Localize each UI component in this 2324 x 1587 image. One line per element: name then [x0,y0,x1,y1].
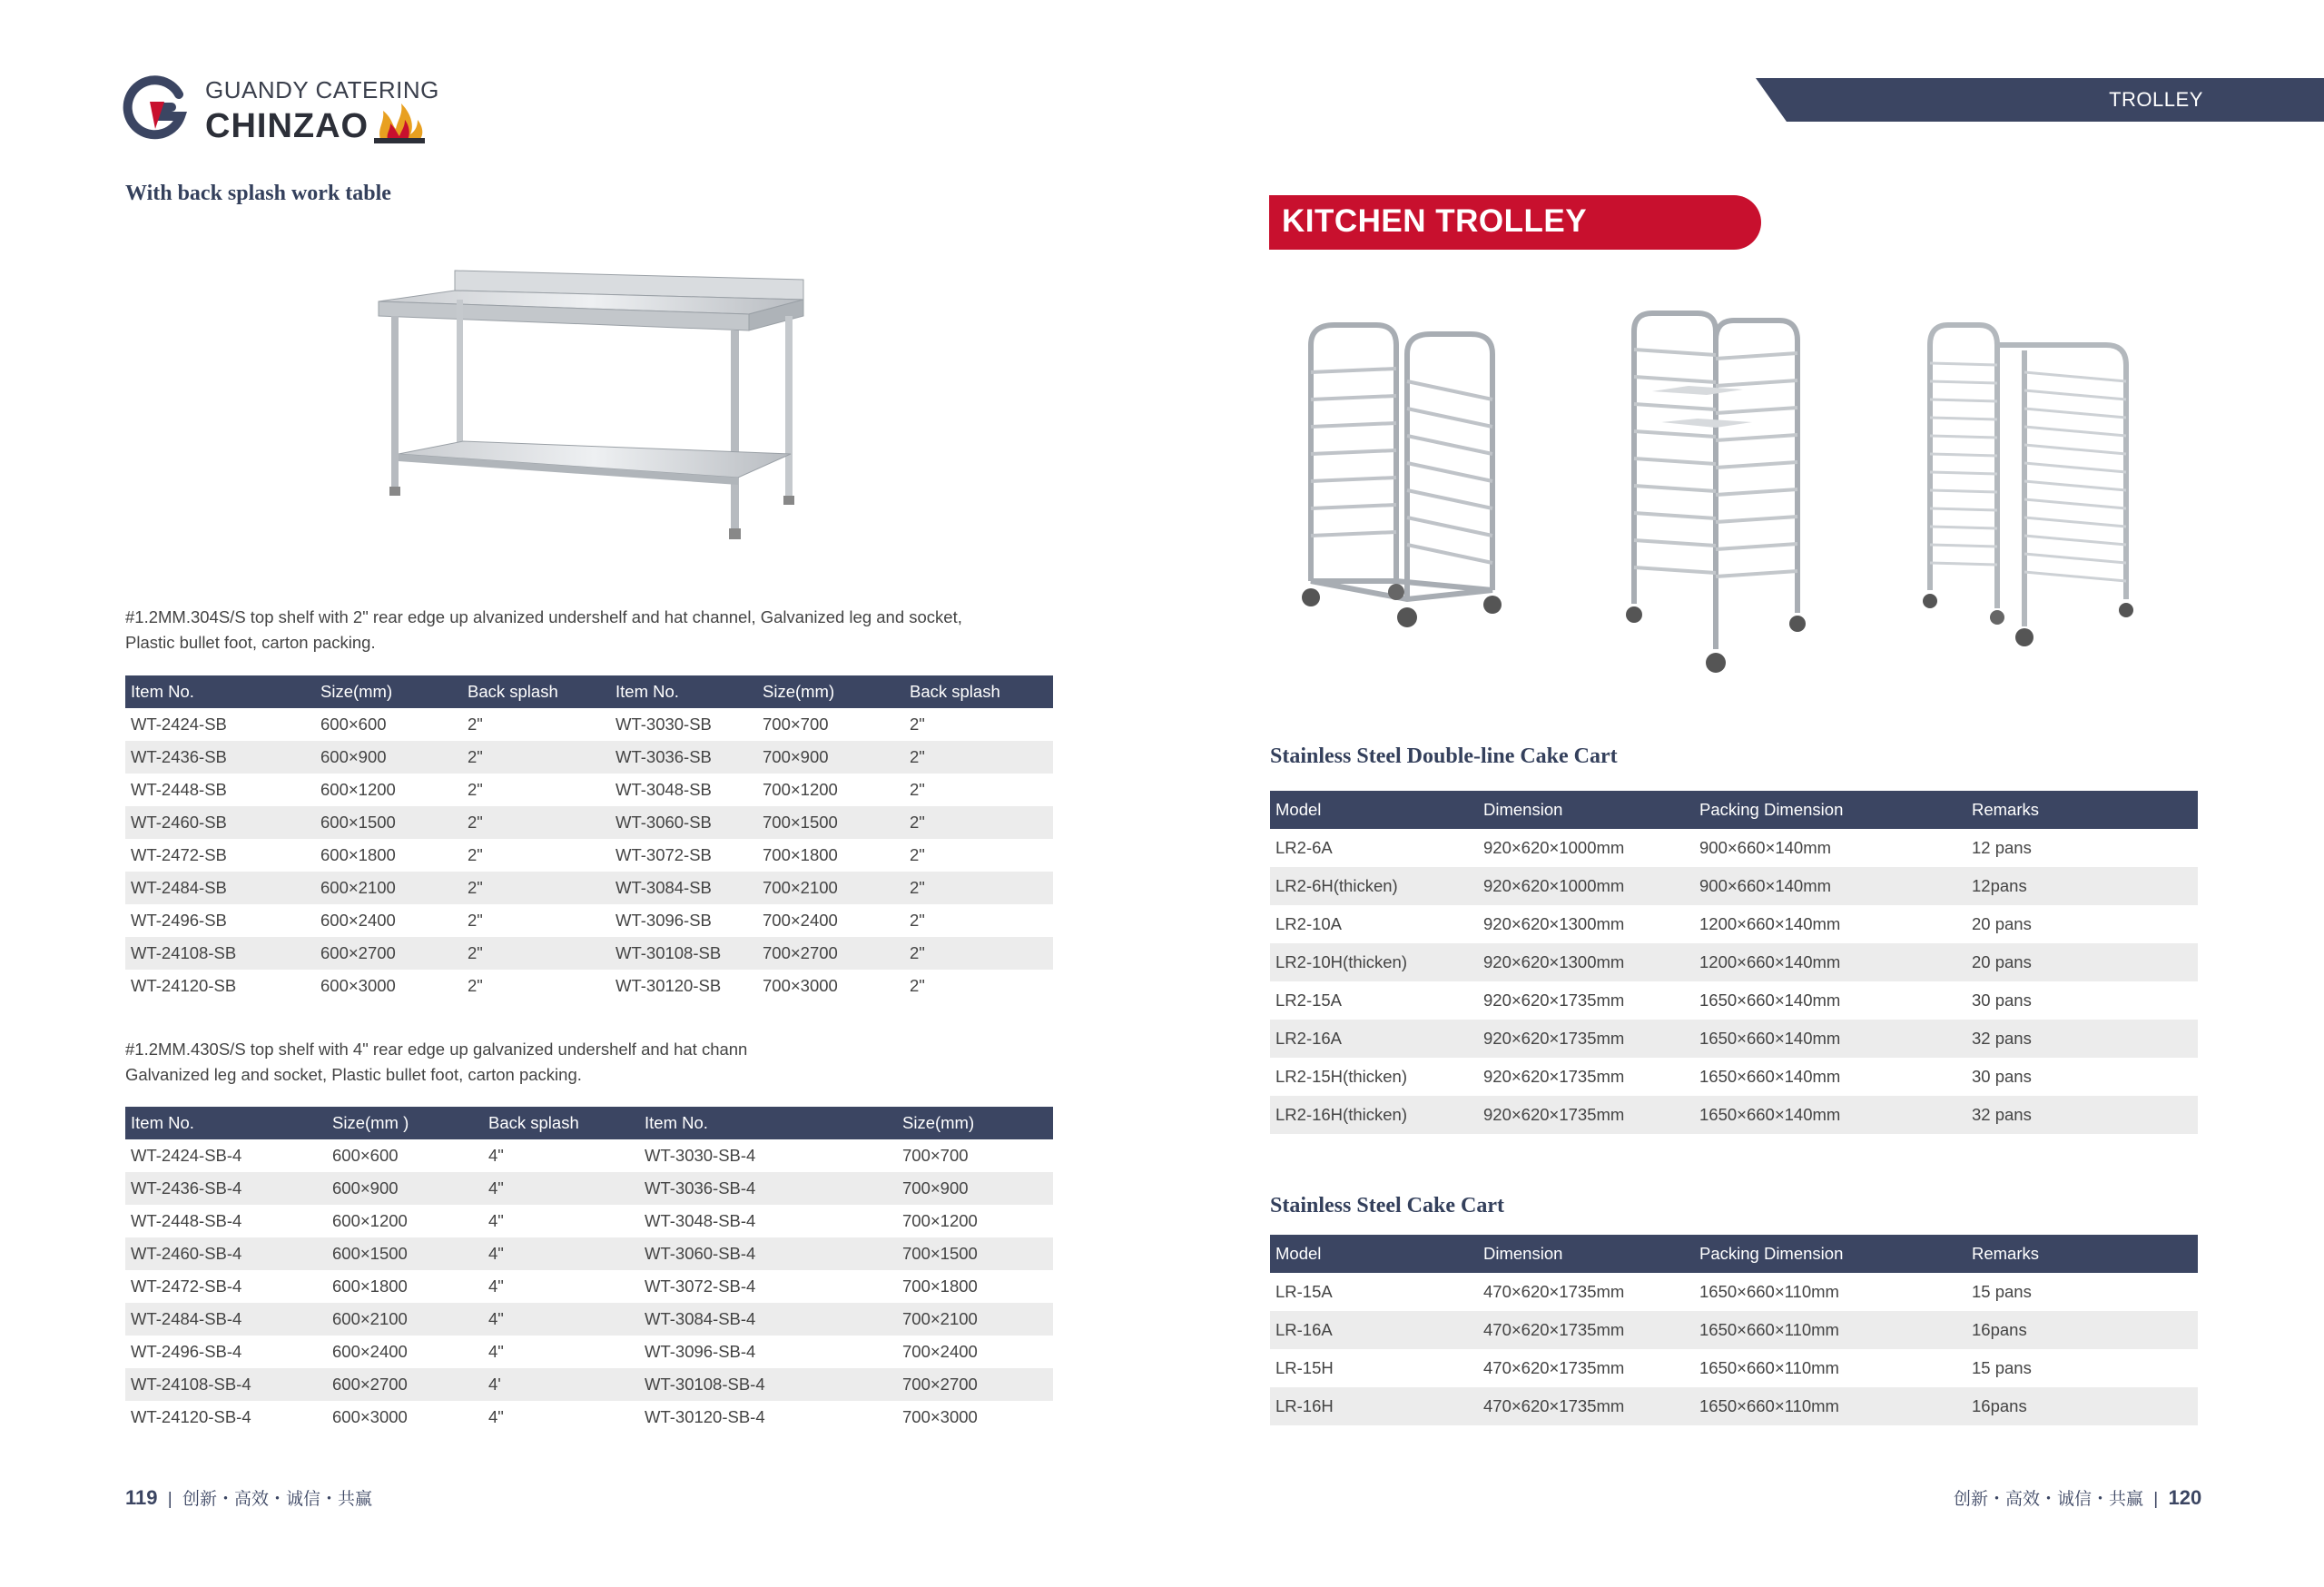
cell: 2" [462,806,610,839]
cell: 700×3000 [902,1407,978,1426]
cell: LR-15H [1275,1358,1334,1377]
cell: 4" [488,1407,504,1426]
cell: 600×900 [315,741,462,774]
col-size: Size(mm) [757,675,904,708]
cell: 920×620×1735mm [1478,1096,1694,1134]
double-line-cake-cart-title: Stainless Steel Double-line Cake Cart [1270,744,1618,768]
cell: LR-16H [1270,1387,1478,1425]
slogan-left: 创新・高效・诚信・共赢 [182,1490,373,1509]
cell: 700×1200 [902,1211,978,1230]
cell: 1200×660×140mm [1694,943,1966,981]
cell: 4" [483,1303,639,1336]
category-label: TROLLEY [2109,88,2203,111]
cell: 32 pans [1966,1096,2198,1134]
cell: 2" [462,872,610,904]
cell: WT-2484-SB [125,872,315,904]
cell: 2" [462,937,610,970]
cell: 2" [910,976,925,995]
cell: WT-2460-SB [125,806,315,839]
cell: WT-24108-SB-4 [125,1368,327,1401]
cell: 1650×660×140mm [1699,1067,1841,1086]
cell: WT-2424-SB [131,715,227,734]
col-packing-dimension: Packing Dimension [1694,791,1966,829]
cell: 30 pans [1972,991,2032,1010]
cell: 700×700 [763,715,829,734]
cell: 2" [904,937,1053,970]
cell: WT-3036-SB [610,741,757,774]
cell: LR-16A [1270,1311,1478,1349]
cell: 4" [488,1276,504,1296]
table-row [125,774,1053,806]
cell: 470×620×1735mm [1483,1282,1625,1301]
cell: LR2-16A [1270,1020,1478,1058]
cell: 700×1500 [897,1237,1053,1270]
cell: 16pans [1966,1311,2198,1349]
cake-cart-title: Stainless Steel Cake Cart [1270,1194,1504,1217]
col-remarks: Remarks [1966,791,2198,829]
cell: 900×660×140mm [1699,838,1832,857]
cell: 920×620×1300mm [1478,943,1694,981]
cell: 700×3000 [763,976,838,995]
cell: 15 pans [1972,1282,2032,1301]
table-row [125,1139,1053,1172]
cell: WT-2484-SB-4 [125,1303,327,1336]
cell: WT-24108-SB [125,937,315,970]
cell: 12pans [1966,867,2198,905]
cell: 4' [483,1368,639,1401]
note-304-line1: #1.2MM.304S/S top shelf with 2" rear edge up alvanized undershelf and hat channel, Galvanized leg and socket, [125,607,962,626]
cell: 600×2100 [327,1303,483,1336]
cell: 700×900 [757,741,904,774]
cell: LR2-15A [1275,991,1343,1010]
cell: 2" [468,715,483,734]
cell: LR-15A [1275,1282,1333,1301]
cell: 20 pans [1966,943,2198,981]
cell: 1650×660×110mm [1694,1387,1966,1425]
table-row [125,1270,1053,1303]
cell: WT-3060-SB [610,806,757,839]
cell: 920×620×1000mm [1478,867,1694,905]
table-row [1270,829,2198,867]
cell: 4" [483,1172,639,1205]
table-row [125,1401,1053,1434]
col-item-no: Item No. [125,675,315,708]
table-row [125,937,1053,970]
cell: 12 pans [1972,838,2032,857]
cell: 920×620×1735mm [1483,1067,1625,1086]
cell: LR2-6H(thicken) [1270,867,1478,905]
cell: 4" [488,1211,504,1230]
cell: WT-3072-SB-4 [645,1276,756,1296]
col-dimension: Dimension [1478,791,1694,829]
col-size: Size(mm) [897,1107,1053,1139]
cell: WT-2424-SB-4 [131,1146,242,1165]
table-row [1270,905,2198,943]
cell: WT-3048-SB [615,780,712,799]
cell: 470×620×1735mm [1478,1387,1694,1425]
table-row [125,1368,1053,1401]
col-size: Size(mm ) [327,1107,483,1139]
cell: 2" [462,741,610,774]
cell: LR2-10A [1275,914,1343,933]
cell: LR2-16H(thicken) [1270,1096,1478,1134]
cell: 600×3000 [320,976,396,995]
cell: 700×2100 [757,872,904,904]
cell: 2" [910,911,925,930]
col-item-no: Item No. [610,675,757,708]
cell: WT-3060-SB-4 [639,1237,897,1270]
cell: 600×2700 [315,937,462,970]
guandy-logo-icon [123,74,188,140]
table-row [1270,867,2198,905]
cell: 920×620×1300mm [1483,914,1625,933]
cell: WT-3030-SB [615,715,712,734]
trolley-image-2 [1616,304,1825,676]
table-row [125,970,1053,1002]
cell: 4" [488,1342,504,1361]
table-row [1270,1387,2198,1425]
col-back-splash: Back splash [462,675,610,708]
cell: 470×620×1735mm [1483,1358,1625,1377]
cell: 600×1500 [327,1237,483,1270]
cell: 30 pans [1972,1067,2032,1086]
left-footer: 119 | 创新・高效・诚信・共赢 [125,1486,373,1509]
table-row [1270,981,2198,1020]
cell: WT-3084-SB [610,872,757,904]
col-item-no: Item No. [639,1107,897,1139]
table-row [1270,1096,2198,1134]
table-4inch-backsplash [125,1107,1053,1434]
table-header-row [1270,1235,2198,1273]
table-row [125,1205,1053,1237]
col-back-splash: Back splash [904,675,1053,708]
cell: 920×620×1735mm [1483,991,1625,1010]
table-row [125,1172,1053,1205]
trolley-image-1 [1289,309,1543,645]
cell: WT-2436-SB-4 [125,1172,327,1205]
cell: WT-30120-SB [615,976,722,995]
cell: 600×1800 [320,845,396,864]
table-row [125,1303,1053,1336]
cell: WT-2436-SB [125,741,315,774]
cell: 700×700 [902,1146,969,1165]
cell: 700×2700 [897,1368,1053,1401]
cell: WT-30108-SB [610,937,757,970]
table-row [1270,1311,2198,1349]
col-item-no: Item No. [125,1107,327,1139]
note-304-line2: Plastic bullet foot, carton packing. [125,633,376,652]
brand-name-bottom: CHINZAO [205,107,369,145]
cell: WT-3036-SB-4 [639,1172,897,1205]
cell: 600×1200 [332,1211,408,1230]
cell: LR2-10H(thicken) [1270,943,1478,981]
cell: 1650×660×140mm [1699,991,1841,1010]
table-2inch-backsplash [125,675,1053,1002]
cell: WT-2472-SB [131,845,227,864]
cell: 700×1800 [763,845,838,864]
table-row [1270,1273,2198,1311]
table-cake-cart [1270,1235,2198,1425]
table-row [125,839,1053,872]
cell: 600×600 [320,715,387,734]
cell: 900×660×140mm [1694,867,1966,905]
cell: 2" [468,780,483,799]
table-header-row [125,675,1053,708]
brand-name-top: GUANDY CATERING [205,76,439,104]
table-double-line-cake-cart [1270,791,2198,1134]
table-row [125,1237,1053,1270]
right-footer: 创新・高效・诚信・共赢 | 120 [1954,1486,2202,1509]
cell: WT-24120-SB [131,976,237,995]
page-number-right: 120 [2168,1486,2202,1509]
cell: WT-2496-SB-4 [131,1342,242,1361]
cell: 1650×660×110mm [1699,1282,1839,1301]
cell: 700×2400 [763,911,838,930]
cell: 700×1200 [763,780,838,799]
cell: 1200×660×140mm [1699,914,1841,933]
cell: 2" [468,845,483,864]
cell: 2" [910,715,925,734]
cell: 600×1800 [332,1276,408,1296]
cell: 600×900 [327,1172,483,1205]
col-back-splash: Back splash [483,1107,639,1139]
cell: WT-30108-SB-4 [639,1368,897,1401]
table-header-row [1270,791,2198,829]
col-model: Model [1270,1235,1478,1273]
cell: 15 pans [1972,1358,2032,1377]
cell: 600×2700 [327,1368,483,1401]
cell: 32 pans [1966,1020,2198,1058]
cell: 2" [910,845,925,864]
col-size: Size(mm) [315,675,462,708]
cell: 4" [483,1237,639,1270]
trolley-image-3 [1915,318,2152,654]
cell: 600×1500 [315,806,462,839]
cell: 1650×660×110mm [1699,1358,1839,1377]
cell: 700×2100 [897,1303,1053,1336]
cell: WT-2460-SB-4 [125,1237,327,1270]
cell: 700×2400 [902,1342,978,1361]
note-430-line1: #1.2MM.430S/S top shelf with 4" rear edge up galvanized undershelf and hat chann [125,1040,748,1059]
cell: WT-3096-SB [615,911,712,930]
cell: 600×2400 [320,911,396,930]
page-number-left: 119 [125,1486,158,1509]
col-dimension: Dimension [1478,1235,1694,1273]
cell: 600×2400 [332,1342,408,1361]
cell: 600×3000 [332,1407,408,1426]
flame-logo-icon [372,102,427,145]
cell: WT-2448-SB [131,780,227,799]
cell: 2" [468,976,483,995]
cell: WT-2472-SB-4 [131,1276,242,1296]
table-row [125,741,1053,774]
cell: 700×1500 [757,806,904,839]
col-remarks: Remarks [1966,1235,2198,1273]
cell: WT-3072-SB [615,845,712,864]
cell: 2" [904,872,1053,904]
table-row [125,904,1053,937]
cell: WT-3030-SB-4 [645,1146,756,1165]
col-packing-dimension: Packing Dimension [1694,1235,1966,1273]
table-row [125,806,1053,839]
cell: LR2-6A [1275,838,1333,857]
cell: LR2-15H(thicken) [1275,1067,1407,1086]
cell: WT-24120-SB-4 [131,1407,251,1426]
cell: 920×620×1735mm [1478,1020,1694,1058]
cell: WT-3096-SB-4 [645,1342,756,1361]
cell: WT-2448-SB-4 [131,1211,242,1230]
table-row [1270,1349,2198,1387]
cell: 700×2700 [757,937,904,970]
table-header-row [125,1107,1053,1139]
table-row [1270,1020,2198,1058]
cell: WT-2496-SB [131,911,227,930]
cell: 2" [904,806,1053,839]
category-band [1756,78,2324,122]
table-row [1270,1058,2198,1096]
table-row [125,872,1053,904]
cell: 700×1800 [902,1276,978,1296]
cell: 920×620×1000mm [1483,838,1625,857]
cell: 600×1200 [320,780,396,799]
cell: 2" [910,780,925,799]
cell: 2" [904,741,1053,774]
cell: 1650×660×140mm [1694,1096,1966,1134]
cell: WT-3084-SB-4 [639,1303,897,1336]
cell: 1650×660×140mm [1694,1020,1966,1058]
work-table-section-title: With back splash work table [125,182,391,205]
cell: 16pans [1966,1387,2198,1425]
table-row [125,1336,1053,1368]
cell: 4" [488,1146,504,1165]
work-table-image [368,263,822,545]
cell: WT-30120-SB-4 [645,1407,765,1426]
cell: 600×2100 [315,872,462,904]
cell: 20 pans [1972,914,2032,933]
note-430-line2: Galvanized leg and socket, Plastic bullet foot, carton packing. [125,1065,582,1084]
cell: 700×900 [897,1172,1053,1205]
cell: WT-3048-SB-4 [645,1211,756,1230]
table-row [1270,943,2198,981]
cell: 1650×660×110mm [1694,1311,1966,1349]
table-row [125,708,1053,741]
kitchen-trolley-heading: KITCHEN TROLLEY [1282,203,1588,239]
slogan-right: 创新・高效・诚信・共赢 [1954,1490,2144,1509]
cell: 2" [468,911,483,930]
cell: 470×620×1735mm [1478,1311,1694,1349]
col-model: Model [1270,791,1478,829]
cell: 600×600 [332,1146,399,1165]
